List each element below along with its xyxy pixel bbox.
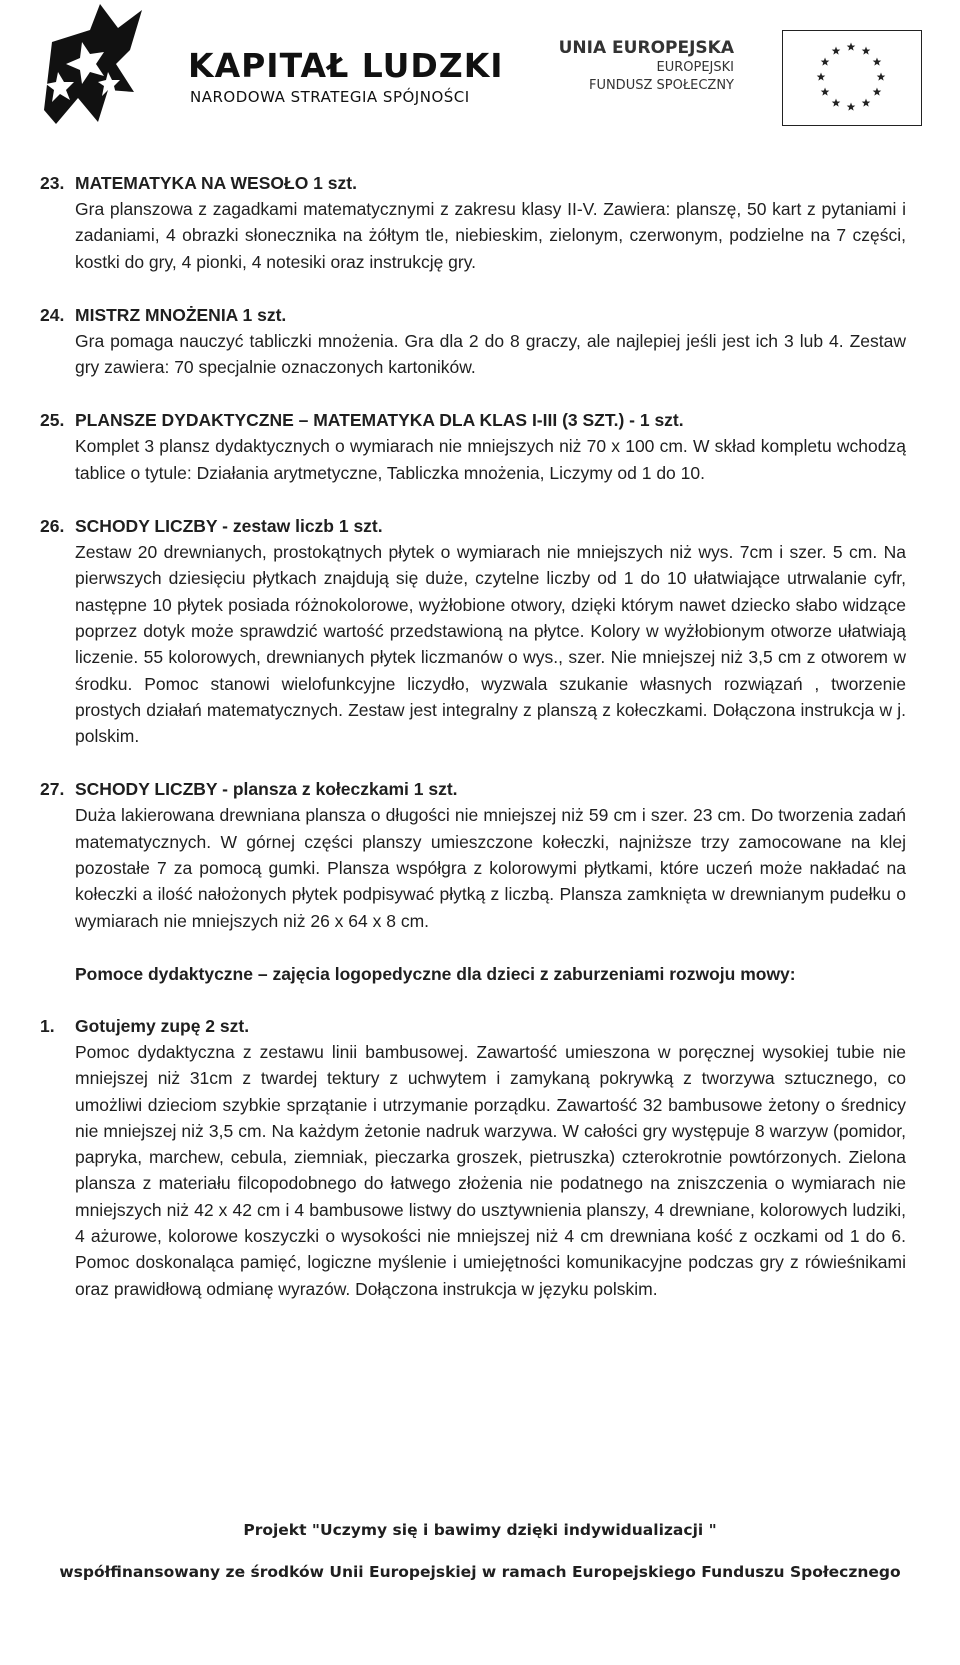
- eu-star-icon: [873, 58, 882, 66]
- list-item: [40, 513, 906, 749]
- list-item: [40, 776, 906, 933]
- item-description: Gra planszowa z zagadkami matematycznymi z zakresu klasy II-V. Zawiera: planszę, 50 kart z pytaniami i zadaniami, 4 obrazki słonecznika na żółtym tle, niebieskim, zielonym, czerwonym, podzielne na 7 części, kostki do gry, 4 pionki, 4 notesiki oraz instrukcję gry.: [75, 199, 906, 272]
- eu-star-icon: [862, 98, 871, 106]
- item-title: PLANSZE DYDAKTYCZNE – MATEMATYKA DLA KLAS I-III (3 SZT.) - 1 szt.: [75, 410, 684, 431]
- eu-star-icon: [832, 47, 841, 55]
- item-number: 24.: [40, 304, 65, 325]
- footer-project: Projekt "Uczymy się i bawimy dzięki indywidualizacji ": [243, 1521, 717, 1539]
- eu-star-icon: [821, 58, 830, 66]
- document-body: [40, 170, 906, 1329]
- item-title: SCHODY LICZBY - zestaw liczb 1 szt.: [75, 516, 383, 537]
- eu-flag-icon: [782, 30, 922, 126]
- item-title: MATEMATYKA NA WESOŁO 1 szt.: [75, 173, 357, 193]
- logo-subtitle: NARODOWA STRATEGIA SPÓJNOŚCI: [190, 88, 470, 106]
- item-title: Gotujemy zupę 2 szt.: [75, 1015, 250, 1036]
- eu-logo-line1: UNIA EUROPEJSKA: [558, 38, 734, 58]
- eu-star-icon: [832, 98, 841, 106]
- item-description: Komplet 3 plansz dydaktycznych o wymiarach nie mniejszych niż 70 x 100 cm. W skład kompletu wchodzą tablice o tytule: Działania arytmetyczne, Tabliczka mnożenia, Liczymy od 1 do 10.: [75, 436, 906, 483]
- eu-star-icon: [821, 88, 830, 96]
- eu-logo: [558, 30, 922, 126]
- list-item: [40, 407, 906, 486]
- item-description: Gra pomaga nauczyć tabliczki mnożenia. Gra dla 2 do 8 graczy, ale najlepiej jeśli jest ich 3 lub 4. Zestaw gry zawiera: 70 specjalnie oznaczonych kartoników.: [75, 330, 906, 378]
- item-description: Zestaw 20 drewnianych, prostokątnych płytek o wymiarach nie mniejszych niż wys. 7cm i szer. 5 cm. Na pierwszych dziesięciu płytkach znajdują się duże, czytelne liczby od 1 do 10 ułatwiające utrwalanie cyfr, następne 10 płytek posiada różnokolorowe, wyżłobione otwory, dzięki którym nawet dziecko słabo widzące poprzez dotyk może sprawdzić wartość przedstawioną na płytce. Kolory w wyżłobionym otworze ułatwiają liczenie. 55 kolorowych, drewnianych płytek liczmanów o wys., szer. Nie mniejszej niż 3,5 cm z otworem w środku. Pomoc stanowi wielofunkcyjne liczydło, wyzwala szukanie własnych rozwiązań , tworzenie prostych działań matematycznych. Zestaw jest integralny z planszą z kołeczkami. Dołączona instrukcja w j. polskim.: [75, 542, 906, 747]
- kapital-ludzki-emblem-icon: [38, 2, 148, 130]
- footer-funding: współfinansowany ze środków Unii Europejskiej w ramach Europejskiego Funduszu Społecznego: [59, 1563, 901, 1581]
- logo-title: KAPITAŁ LUDZKI: [188, 46, 504, 85]
- item-number: 27.: [40, 779, 65, 800]
- eu-star-icon: [877, 73, 886, 81]
- list-item: [40, 170, 906, 275]
- eu-logo-line2: EUROPEJSKI: [656, 60, 734, 75]
- item-number: 1.: [40, 1015, 55, 1036]
- item-number: 23.: [40, 173, 65, 193]
- item-title: MISTRZ MNOŻENIA 1 szt.: [75, 304, 287, 325]
- section-heading: Pomoce dydaktyczne – zajęcia logopedyczne dla dzieci z zaburzeniami rozwoju mowy:: [75, 963, 796, 984]
- item-description: Duża lakierowana drewniana plansza o długości nie mniejszej niż 59 cm i szer. 23 cm. Do tworzenia zadań matematycznych. W górnej części planszy umieszczone kołeczki, najniższe trzy zamocowane na klej pozostałe 7 za pomocą gumki. Plansza współgra z kolorowymi płytkami, które uczeń może nakładać na kołeczki a ilość nałożonych płytek podpisywać płytką z liczbą. Plansza zamknięta w drewnianym pudełku o wymiarach nie mniejszych niż 26 x 64 x 8 cm.: [75, 805, 906, 931]
- item-number: 25.: [40, 410, 65, 431]
- eu-logo-line3: FUNDUSZ SPOŁECZNY: [588, 78, 734, 93]
- item-number: 26.: [40, 516, 65, 537]
- kapital-ludzki-logo: [38, 2, 504, 132]
- item-description: Pomoc dydaktyczna z zestawu linii bambusowej. Zawartość umieszona w poręcznej wysokiej tubie nie mniejszej niż 31cm z twardej tektury z uchwytem i zamykaną pokrywką z tworzywa sztucznego, co umożliwi dzieciom szybkie sprzątanie i utrzymanie porządku. Zawartość 32 bambusowe żetony o średnicy nie mniejszej niż 3,5 cm. Na każdym żetonie nadruk warzywa. W całości gry występuje 8 warzyw (pomidor, papryka, marchew, cebula, ziemniak, pieczarka groszek, pietruszka) czterokrotnie powtórzonych. Zielona plansza z materiału filcopodobnego do łatwego złożenia nie podatnego na zniszczenia o wymiarach nie mniejszych niż 42 x 42 cm i 4 bambusowe listwy do usztywnienia planszy, 4 drewniane, kolorowych ludziki, 4 ażurowe, kolorowe koszyczki o wysokości nie mniejszej niż 4 cm drewniana kość z oczkami od 1 do 6. Pomoc doskonaląca pamięć, logiczne myślenie i umiejętności komunikacyjne podczas gry z rówieśnikami oraz prawidłową odmianę wyrazów. Dołączona instrukcja w języku polskim.: [75, 1041, 906, 1299]
- list-item: [40, 1013, 906, 1302]
- eu-star-icon: [862, 47, 871, 55]
- eu-star-icon: [873, 88, 882, 96]
- item-title: SCHODY LICZBY - plansza z kołeczkami 1 szt.: [75, 779, 458, 800]
- eu-star-icon: [847, 43, 856, 51]
- eu-star-icon: [847, 103, 856, 111]
- eu-star-icon: [817, 73, 826, 81]
- list-item: [40, 302, 906, 381]
